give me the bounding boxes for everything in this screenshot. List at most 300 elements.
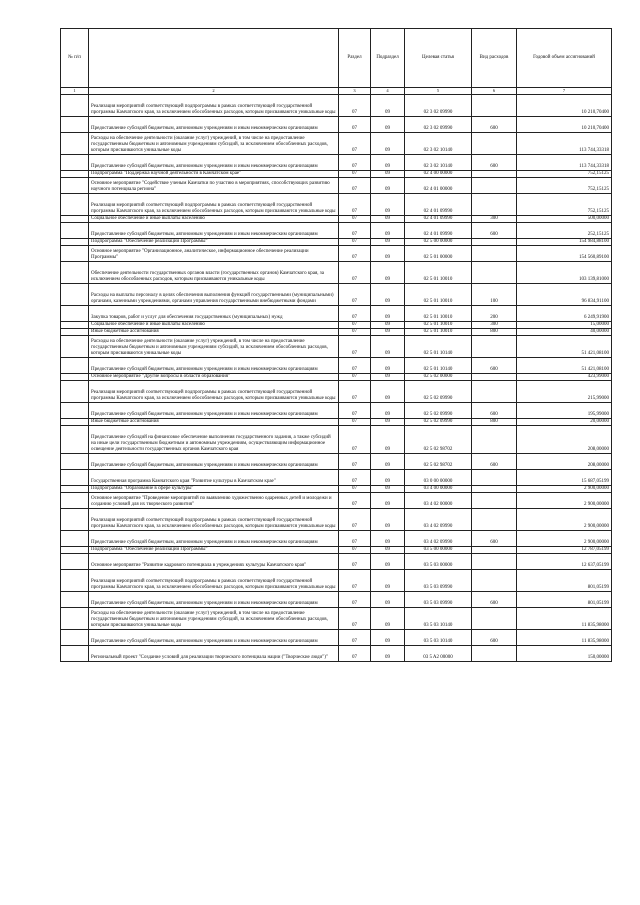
row-article: 02 5 00 00000	[405, 239, 472, 246]
row-vid	[472, 133, 517, 155]
row-amount: 11 835,98000	[517, 630, 612, 646]
row-number	[61, 262, 89, 284]
table-row	[61, 95, 612, 117]
table-row	[61, 493, 612, 509]
row-number	[61, 630, 89, 646]
row-podrazdel: 09	[371, 547, 405, 554]
row-name: Социальное обеспечение и иные выплаты населению	[89, 322, 339, 329]
row-podrazdel: 09	[371, 426, 405, 454]
table-row	[61, 454, 612, 470]
column-number: 4	[371, 88, 405, 95]
row-razdel: 07	[339, 531, 371, 547]
row-name: Подпрограмма "Обеспечение реализации Программы"	[89, 547, 339, 554]
row-name: Предоставление субсидий бюджетным, автономным учреждениям и иным некоммерческим организациям	[89, 117, 339, 133]
table-row	[61, 216, 612, 223]
row-name: Предоставление субсидий бюджетным, автономным учреждениям и иным некоммерческим организациям	[89, 223, 339, 239]
row-article: 02 5 01 00000	[405, 246, 472, 262]
row-podrazdel: 09	[371, 194, 405, 216]
row-razdel: 07	[339, 329, 371, 336]
row-name: Обеспечение деятельности государственных органов власти (государственных органов) Камчатского края, за исключением обособленных расходов, которым присваиваются уникальные коды	[89, 262, 339, 284]
row-amount: 2 900,00000	[517, 486, 612, 493]
row-name: Реализация мероприятий соответствующей подпрограммы в рамках соответствующей государственной программы Камчатского края, за исключением обособленных расходов, которым присваиваются уникальные коды	[89, 509, 339, 531]
col-header-number: № п/п	[61, 29, 89, 88]
row-podrazdel: 09	[371, 554, 405, 570]
table-row	[61, 630, 612, 646]
table-row	[61, 117, 612, 133]
row-podrazdel: 09	[371, 486, 405, 493]
row-name: Расходы на обеспечение деятельности (оказание услуг) учреждений, в том числе на предоставление государственным бюджетным и автономным учреждениям субсидий, за исключением обособленных расходов, которым присваиваются уникальные коды	[89, 608, 339, 630]
col-header-name	[89, 29, 339, 88]
row-vid	[472, 262, 517, 284]
row-vid	[472, 570, 517, 592]
row-name: Расходы на выплаты персоналу в целях обеспечения выполнения функций государственными (муниципальными) органами, казенными учреждениями, органами управления государственными внебюджетными фондами	[89, 284, 339, 306]
row-name: Предоставление субсидий бюджетным, автономным учреждениям и иным некоммерческим организациям	[89, 630, 339, 646]
row-vid	[472, 547, 517, 554]
row-number	[61, 592, 89, 608]
row-article: 02 5 01 10010	[405, 284, 472, 306]
row-number	[61, 454, 89, 470]
row-razdel: 07	[339, 381, 371, 403]
table-row	[61, 329, 612, 336]
table-row	[61, 509, 612, 531]
row-name: Предоставление субсидий на финансовое обеспечение выполнения государственного задания, а также субсидий на иные цели государственным бюджетным и автономным учреждениям, осуществляющим информационное освещение деятельности государственных органов Камчатского края	[89, 426, 339, 454]
row-number	[61, 493, 89, 509]
row-razdel: 07	[339, 630, 371, 646]
row-amount: 113 744,33318	[517, 155, 612, 171]
row-number	[61, 306, 89, 322]
table-row	[61, 592, 612, 608]
table-row	[61, 336, 612, 358]
row-vid	[472, 239, 517, 246]
row-number	[61, 223, 89, 239]
row-razdel: 07	[339, 419, 371, 426]
row-vid: 600	[472, 358, 517, 374]
row-number	[61, 547, 89, 554]
row-podrazdel: 09	[371, 306, 405, 322]
row-amount: 150,00000	[517, 646, 612, 662]
row-number	[61, 570, 89, 592]
row-podrazdel: 09	[371, 358, 405, 374]
row-razdel: 07	[339, 239, 371, 246]
row-article: 02 5 02 09990	[405, 419, 472, 426]
row-vid: 200	[472, 306, 517, 322]
row-vid	[472, 470, 517, 486]
row-razdel: 07	[339, 486, 371, 493]
row-amount: 801,05199	[517, 570, 612, 592]
row-podrazdel: 09	[371, 336, 405, 358]
row-podrazdel: 09	[371, 133, 405, 155]
table-row	[61, 306, 612, 322]
row-article: 03 5 03 10140	[405, 608, 472, 630]
row-article: 02 4 01 09990	[405, 223, 472, 239]
row-article: 02 5 01 10140	[405, 358, 472, 374]
row-article: 02 3 02 10140	[405, 155, 472, 171]
row-article: 02 5 02 09990	[405, 403, 472, 419]
header-row	[61, 29, 612, 88]
column-number: 6	[472, 88, 517, 95]
row-number	[61, 216, 89, 223]
table-row	[61, 570, 612, 592]
row-vid	[472, 554, 517, 570]
row-vid: 300	[472, 322, 517, 329]
row-name: Предоставление субсидий бюджетным, автономным учреждениям и иным некоммерческим организациям	[89, 155, 339, 171]
row-article: 03 4 00 00000	[405, 486, 472, 493]
row-name: Иные бюджетные ассигнования	[89, 329, 339, 336]
table-row	[61, 246, 612, 262]
row-razdel: 07	[339, 223, 371, 239]
row-podrazdel: 09	[371, 155, 405, 171]
row-name: Основное мероприятие "Развитие кадрового потенциала в учреждениях культуры Камчатского края"	[89, 554, 339, 570]
row-article: 02 5 01 10010	[405, 306, 472, 322]
row-podrazdel: 09	[371, 646, 405, 662]
row-vid	[472, 426, 517, 454]
row-number	[61, 329, 89, 336]
row-name: Основное мероприятие "Содействие ученым Камчатки по участию в мероприятиях, способствующих развитию научного потенциала региона"	[89, 178, 339, 194]
table-row	[61, 554, 612, 570]
row-article: 03 5 03 10140	[405, 630, 472, 646]
row-podrazdel: 09	[371, 171, 405, 178]
row-name: Реализация мероприятий соответствующей подпрограммы в рамках соответствующей государственной программы Камчатского края, за исключением обособленных расходов, которым присваиваются уникальные коды	[89, 381, 339, 403]
column-number: 3	[339, 88, 371, 95]
row-vid: 600	[472, 117, 517, 133]
table-row	[61, 486, 612, 493]
table-body	[61, 95, 612, 662]
row-article: 03 0 00 00000	[405, 470, 472, 486]
row-name: Реализация мероприятий соответствующей подпрограммы в рамках соответствующей государственной программы Камчатского края, за исключением обособленных расходов, которым присваиваются уникальные коды	[89, 570, 339, 592]
row-vid: 600	[472, 630, 517, 646]
row-razdel: 07	[339, 95, 371, 117]
row-razdel: 07	[339, 262, 371, 284]
row-number	[61, 426, 89, 454]
row-vid	[472, 178, 517, 194]
row-amount: 96 834,91100	[517, 284, 612, 306]
row-podrazdel: 09	[371, 284, 405, 306]
table-row	[61, 547, 612, 554]
table-row	[61, 358, 612, 374]
row-podrazdel: 09	[371, 531, 405, 547]
row-podrazdel: 09	[371, 246, 405, 262]
row-number	[61, 486, 89, 493]
col-header-podrazdel: Подраздел	[371, 29, 405, 88]
row-podrazdel: 09	[371, 509, 405, 531]
row-number	[61, 171, 89, 178]
row-podrazdel: 09	[371, 493, 405, 509]
row-name: Региональный проект "Создание условий для реализации творческого потенциала нации ("Творческие люди")"	[89, 646, 339, 662]
row-vid: 600	[472, 592, 517, 608]
row-razdel: 07	[339, 592, 371, 608]
row-name: Предоставление субсидий бюджетным, автономным учреждениям и иным некоммерческим организациям	[89, 358, 339, 374]
table-row	[61, 646, 612, 662]
row-vid	[472, 493, 517, 509]
row-amount: 15,00000	[517, 322, 612, 329]
row-vid: 800	[472, 329, 517, 336]
row-number	[61, 336, 89, 358]
row-razdel: 07	[339, 155, 371, 171]
row-number	[61, 246, 89, 262]
row-amount: 2 900,00000	[517, 509, 612, 531]
row-article: 02 5 01 10140	[405, 336, 472, 358]
row-vid: 600	[472, 403, 517, 419]
row-name: Социальное обеспечение и иные выплаты населению	[89, 216, 339, 223]
row-razdel: 07	[339, 493, 371, 509]
row-razdel: 07	[339, 554, 371, 570]
row-article: 02 5 01 10010	[405, 329, 472, 336]
row-number	[61, 178, 89, 194]
budget-document	[60, 28, 611, 662]
row-amount: 500,00000	[517, 216, 612, 223]
row-podrazdel: 09	[371, 419, 405, 426]
row-vid: 600	[472, 223, 517, 239]
col-header-article: Целевая статья	[405, 29, 472, 88]
row-podrazdel: 09	[371, 374, 405, 381]
column-number: 1	[61, 88, 89, 95]
table-row	[61, 322, 612, 329]
row-number	[61, 509, 89, 531]
table-row	[61, 178, 612, 194]
row-razdel: 07	[339, 454, 371, 470]
col-header-amount: Годовой объем ассигнований	[517, 29, 612, 88]
row-podrazdel: 09	[371, 322, 405, 329]
row-vid	[472, 608, 517, 630]
row-article: 02 5 02 98702	[405, 454, 472, 470]
row-vid	[472, 374, 517, 381]
row-amount: 40,00000	[517, 329, 612, 336]
row-vid: 100	[472, 284, 517, 306]
row-vid	[472, 486, 517, 493]
row-razdel: 07	[339, 509, 371, 531]
row-razdel: 07	[339, 322, 371, 329]
table-row	[61, 262, 612, 284]
row-article: 02 4 01 00000	[405, 178, 472, 194]
row-name: Иные бюджетные ассигнования	[89, 419, 339, 426]
row-article: 02 3 02 10140	[405, 133, 472, 155]
budget-table	[60, 28, 612, 662]
row-article: 03 4 02 00000	[405, 493, 472, 509]
row-podrazdel: 09	[371, 570, 405, 592]
table-row	[61, 239, 612, 246]
row-vid	[472, 646, 517, 662]
row-article: 02 3 02 09990	[405, 117, 472, 133]
row-name: Предоставление субсидий бюджетным, автономным учреждениям и иным некоммерческим организациям	[89, 403, 339, 419]
row-name: Реализация мероприятий соответствующей подпрограммы в рамках соответствующей государственной программы Камчатского края, за исключением обособленных расходов, которым присваиваются уникальные коды	[89, 95, 339, 117]
row-amount: 11 835,98000	[517, 608, 612, 630]
row-number	[61, 403, 89, 419]
row-razdel: 07	[339, 133, 371, 155]
row-article: 02 4 00 00000	[405, 171, 472, 178]
row-amount: 6 249,91900	[517, 306, 612, 322]
row-podrazdel: 09	[371, 608, 405, 630]
col-header-razdel: Раздел	[339, 29, 371, 88]
row-name: Расходы на обеспечение деятельности (оказание услуг) учреждений, в том числе на предоставление государственным бюджетным и автономным учреждениям субсидий, за исключением обособленных расходов, которым присваиваются уникальные коды	[89, 133, 339, 155]
table-row	[61, 284, 612, 306]
row-razdel: 07	[339, 403, 371, 419]
row-podrazdel: 09	[371, 223, 405, 239]
column-number-row	[61, 88, 612, 95]
row-podrazdel: 09	[371, 592, 405, 608]
row-number	[61, 358, 89, 374]
table-row	[61, 374, 612, 381]
row-amount: 12 787,05199	[517, 547, 612, 554]
row-amount: 752,15125	[517, 194, 612, 216]
row-amount: 51 421,08100	[517, 336, 612, 358]
row-amount: 423,99000	[517, 374, 612, 381]
row-number	[61, 374, 89, 381]
row-name: Подпрограмма "Обеспечение реализации Программы"	[89, 239, 339, 246]
table-row	[61, 171, 612, 178]
row-name: Подпрограмма "Поддержка научной деятельности в Камчатском крае"	[89, 171, 339, 178]
row-podrazdel: 09	[371, 117, 405, 133]
row-razdel: 07	[339, 358, 371, 374]
row-article: 03 4 02 09990	[405, 531, 472, 547]
table-row	[61, 470, 612, 486]
row-amount: 154 560,89100	[517, 246, 612, 262]
row-name: Основное мероприятие "Другие вопросы в области образования"	[89, 374, 339, 381]
row-amount: 20,00000	[517, 419, 612, 426]
row-vid: 300	[472, 216, 517, 223]
row-razdel: 07	[339, 246, 371, 262]
table-row	[61, 381, 612, 403]
row-number	[61, 646, 89, 662]
row-number	[61, 381, 89, 403]
row-article: 03 4 02 09990	[405, 509, 472, 531]
row-razdel: 07	[339, 570, 371, 592]
row-vid: 800	[472, 419, 517, 426]
row-vid	[472, 194, 517, 216]
row-article: 02 5 01 10010	[405, 262, 472, 284]
row-name: Подпрограмма "Образование в сфере культуры"	[89, 486, 339, 493]
row-vid	[472, 95, 517, 117]
row-number	[61, 117, 89, 133]
row-amount: 113 744,33318	[517, 133, 612, 155]
row-podrazdel: 09	[371, 216, 405, 223]
table-row	[61, 403, 612, 419]
row-article: 02 5 02 00000	[405, 374, 472, 381]
row-amount: 208,00000	[517, 454, 612, 470]
row-number	[61, 531, 89, 547]
row-amount: 801,05199	[517, 592, 612, 608]
row-razdel: 07	[339, 426, 371, 454]
row-amount: 103 139,81000	[517, 262, 612, 284]
row-vid	[472, 171, 517, 178]
row-razdel: 07	[339, 306, 371, 322]
row-razdel: 07	[339, 374, 371, 381]
row-name: Предоставление субсидий бюджетным, автономным учреждениям и иным некоммерческим организациям	[89, 531, 339, 547]
row-amount: 12 637,05199	[517, 554, 612, 570]
row-article: 03 5 A2 00000	[405, 646, 472, 662]
row-number	[61, 95, 89, 117]
row-article: 02 5 02 09990	[405, 381, 472, 403]
row-vid	[472, 509, 517, 531]
row-name: Государственная программа Камчатского края "Развитие культуры в Камчатском крае"	[89, 470, 339, 486]
row-podrazdel: 09	[371, 239, 405, 246]
row-name: Реализация мероприятий соответствующей подпрограммы в рамках соответствующей государственной программы Камчатского края, за исключением обособленных расходов, которым присваиваются уникальные коды	[89, 194, 339, 216]
row-razdel: 07	[339, 336, 371, 358]
table-row	[61, 426, 612, 454]
row-article: 03 5 03 09990	[405, 592, 472, 608]
row-amount: 752,15125	[517, 171, 612, 178]
col-header-vid: Вид расходов	[472, 29, 517, 88]
row-article: 03 5 03 00000	[405, 554, 472, 570]
row-podrazdel: 09	[371, 262, 405, 284]
row-article: 02 3 02 09990	[405, 95, 472, 117]
row-razdel: 07	[339, 646, 371, 662]
row-number	[61, 284, 89, 306]
row-podrazdel: 09	[371, 381, 405, 403]
row-vid: 600	[472, 531, 517, 547]
row-amount: 2 900,00000	[517, 493, 612, 509]
row-razdel: 07	[339, 608, 371, 630]
row-vid: 600	[472, 155, 517, 171]
column-number: 2	[89, 88, 339, 95]
row-podrazdel: 09	[371, 329, 405, 336]
row-number	[61, 322, 89, 329]
row-podrazdel: 09	[371, 630, 405, 646]
row-number	[61, 470, 89, 486]
row-article: 02 5 01 10010	[405, 322, 472, 329]
row-amount: 195,99000	[517, 403, 612, 419]
table-row	[61, 194, 612, 216]
row-number	[61, 155, 89, 171]
row-razdel: 07	[339, 216, 371, 223]
row-amount: 15 687,05199	[517, 470, 612, 486]
table-row	[61, 133, 612, 155]
column-number: 7	[517, 88, 612, 95]
table-row	[61, 419, 612, 426]
row-amount: 10 210,70400	[517, 95, 612, 117]
row-podrazdel: 09	[371, 403, 405, 419]
row-razdel: 07	[339, 171, 371, 178]
row-article: 03 5 03 09990	[405, 570, 472, 592]
row-number	[61, 419, 89, 426]
row-article: 03 5 00 00000	[405, 547, 472, 554]
table-row	[61, 155, 612, 171]
row-razdel: 07	[339, 547, 371, 554]
row-name: Закупка товаров, работ и услуг для обеспечения государственных (муниципальных) нужд	[89, 306, 339, 322]
row-podrazdel: 09	[371, 178, 405, 194]
row-amount: 752,15125	[517, 178, 612, 194]
row-number	[61, 554, 89, 570]
row-vid	[472, 336, 517, 358]
row-podrazdel: 09	[371, 95, 405, 117]
row-podrazdel: 09	[371, 470, 405, 486]
row-razdel: 07	[339, 470, 371, 486]
row-vid	[472, 381, 517, 403]
row-name: Основное мероприятие "Организационное, аналитическое, информационное обеспечение реализации Программы"	[89, 246, 339, 262]
row-name: Предоставление субсидий бюджетным, автономным учреждениям и иным некоммерческим организациям	[89, 592, 339, 608]
row-article: 02 4 01 09990	[405, 194, 472, 216]
row-razdel: 07	[339, 117, 371, 133]
row-article: 02 4 01 09990	[405, 216, 472, 223]
row-amount: 208,00000	[517, 426, 612, 454]
column-number: 5	[405, 88, 472, 95]
row-amount: 215,99000	[517, 381, 612, 403]
row-amount: 252,15125	[517, 223, 612, 239]
table-row	[61, 223, 612, 239]
row-number	[61, 608, 89, 630]
table-row	[61, 608, 612, 630]
row-razdel: 07	[339, 194, 371, 216]
row-number	[61, 133, 89, 155]
row-podrazdel: 09	[371, 454, 405, 470]
row-amount: 51 421,08100	[517, 358, 612, 374]
row-article: 02 5 02 98702	[405, 426, 472, 454]
row-number	[61, 194, 89, 216]
row-vid: 600	[472, 454, 517, 470]
row-razdel: 07	[339, 178, 371, 194]
table-row	[61, 531, 612, 547]
row-amount: 154 984,88100	[517, 239, 612, 246]
row-amount: 2 900,00000	[517, 531, 612, 547]
